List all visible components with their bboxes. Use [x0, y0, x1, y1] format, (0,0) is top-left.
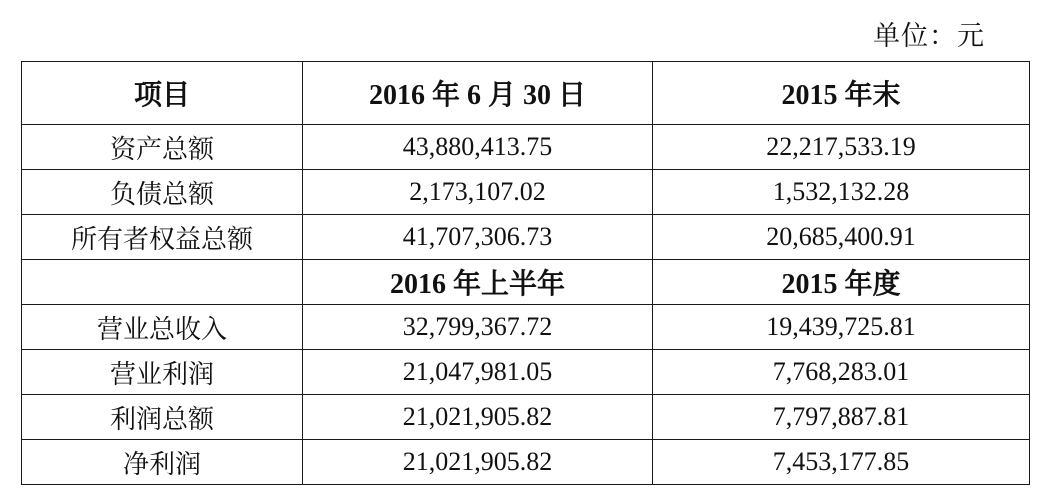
subheader-2015-year: 2015 年度 — [653, 260, 1030, 305]
cell-2016: 21,021,905.82 — [303, 395, 653, 440]
table-header-row — [22, 62, 1030, 125]
table-row — [22, 395, 1030, 440]
row-label: 营业总收入 — [22, 305, 303, 350]
row-label: 利润总额 — [22, 395, 303, 440]
table-row — [22, 440, 1030, 485]
cell-2016: 41,707,306.73 — [303, 215, 653, 260]
row-label: 负债总额 — [22, 170, 303, 215]
unit-label: 单位：元 — [873, 21, 985, 51]
cell-2015: 20,685,400.91 — [653, 215, 1030, 260]
table-row — [22, 125, 1030, 170]
row-label: 营业利润 — [22, 350, 303, 395]
cell-2016: 21,047,981.05 — [303, 350, 653, 395]
cell-2015: 7,768,283.01 — [653, 350, 1030, 395]
table-subheader-row — [22, 260, 1030, 305]
row-label: 所有者权益总额 — [22, 215, 303, 260]
cell-2016: 21,021,905.82 — [303, 440, 653, 485]
row-label: 净利润 — [22, 440, 303, 485]
cell-2015: 19,439,725.81 — [653, 305, 1030, 350]
header-2016-jun-30: 2016 年 6 月 30 日 — [303, 62, 653, 125]
table-row — [22, 215, 1030, 260]
header-2015-year-end: 2015 年末 — [653, 62, 1030, 125]
subheader-blank — [22, 260, 303, 305]
header-item: 项目 — [22, 62, 303, 125]
subheader-2016-h1: 2016 年上半年 — [303, 260, 653, 305]
financial-summary-table — [21, 61, 1030, 485]
table-row — [22, 305, 1030, 350]
cell-2016: 32,799,367.72 — [303, 305, 653, 350]
cell-2016: 43,880,413.75 — [303, 125, 653, 170]
cell-2015: 22,217,533.19 — [653, 125, 1030, 170]
table-row — [22, 170, 1030, 215]
cell-2016: 2,173,107.02 — [303, 170, 653, 215]
cell-2015: 7,453,177.85 — [653, 440, 1030, 485]
cell-2015: 1,532,132.28 — [653, 170, 1030, 215]
row-label: 资产总额 — [22, 125, 303, 170]
table-row — [22, 350, 1030, 395]
cell-2015: 7,797,887.81 — [653, 395, 1030, 440]
